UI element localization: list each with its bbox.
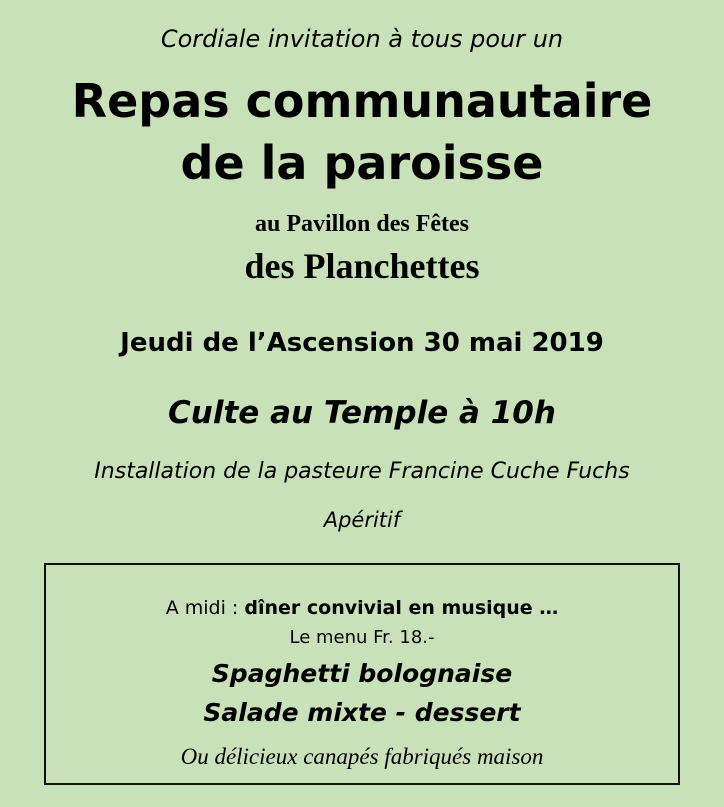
- invitation-intro: Cordiale invitation à tous pour un: [160, 25, 564, 53]
- event-date: Jeudi de l’Ascension 30 mai 2019: [120, 328, 604, 358]
- menu-box: [44, 563, 680, 785]
- worship-time: Culte au Temple à 10h: [168, 395, 556, 431]
- installation-note: Installation de la pasteure Francine Cuche Fuchs: [94, 459, 630, 484]
- noon-dinner-line: [46, 599, 678, 618]
- venue-line-1: au Pavillon des Fêtes: [255, 211, 469, 237]
- aperitif-note: Apéritif: [323, 508, 401, 532]
- event-title-line-1: Repas communautaire: [71, 74, 653, 128]
- alternative-menu: Ou délicieux canapés fabriqués maison: [180, 744, 544, 769]
- event-title-line-2: de la paroisse: [180, 136, 544, 190]
- venue-line-2: des Planchettes: [244, 246, 480, 286]
- noon-prefix: A midi :: [165, 597, 245, 619]
- dish-line-2: Salade mixte - dessert: [203, 698, 521, 727]
- menu-price: Le menu Fr. 18.-: [289, 627, 435, 648]
- dish-line-1: Spaghetti bolognaise: [211, 659, 513, 688]
- noon-highlight: dîner convivial en musique …: [244, 597, 559, 619]
